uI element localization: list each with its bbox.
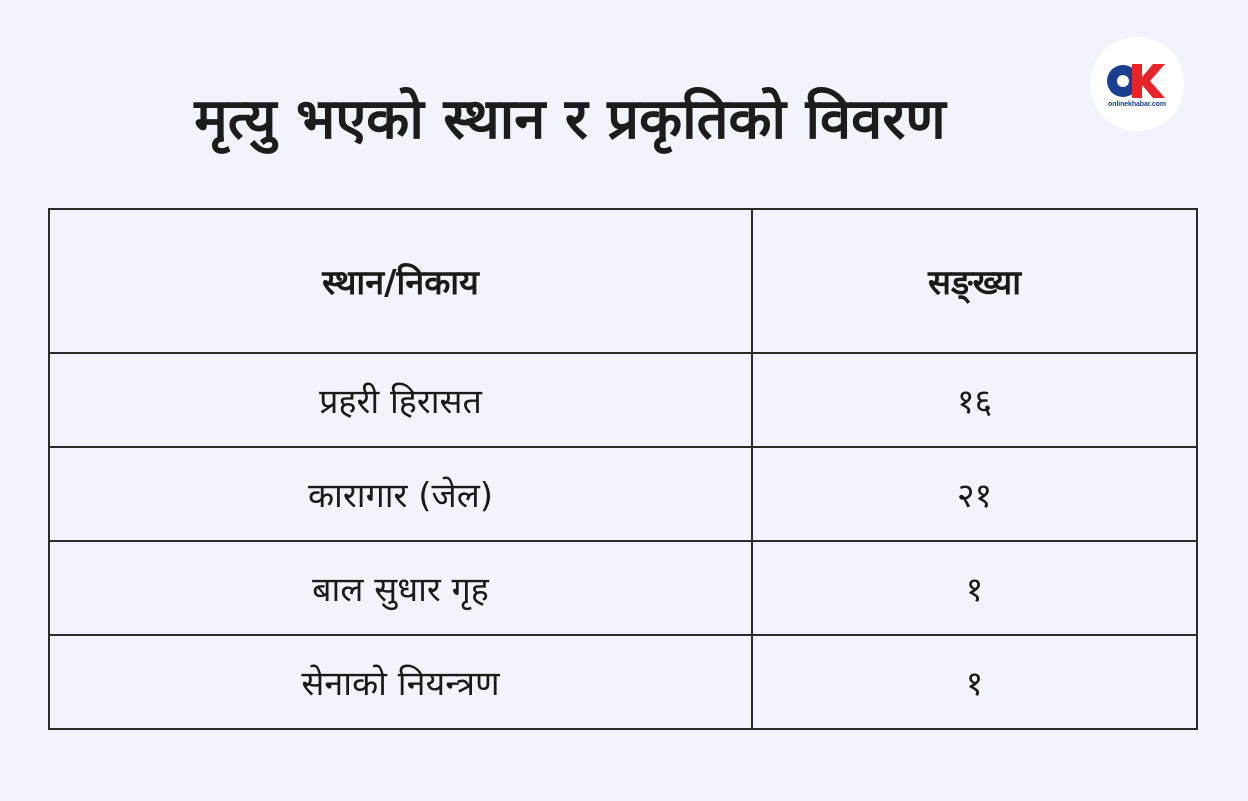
onlinekhabar-logo — [1090, 37, 1184, 131]
table-header-row — [49, 209, 1197, 353]
table-row — [49, 635, 1197, 729]
place-cell: प्रहरी हिरासत — [49, 353, 752, 447]
header-place: स्थान/निकाय — [49, 209, 752, 353]
count-cell: १६ — [752, 353, 1197, 447]
table-row — [49, 353, 1197, 447]
ok-logo-icon — [1090, 37, 1184, 131]
count-cell: २१ — [752, 447, 1197, 541]
logo-text: onlinekhabar.com — [1108, 101, 1166, 108]
place-cell: कारागार (जेल) — [49, 447, 752, 541]
place-cell: बाल सुधार गृह — [49, 541, 752, 635]
table-row — [49, 541, 1197, 635]
header-count: सङ्ख्या — [752, 209, 1197, 353]
count-cell: १ — [752, 541, 1197, 635]
count-cell: १ — [752, 635, 1197, 729]
place-cell: सेनाको नियन्त्रण — [49, 635, 752, 729]
death-location-table — [48, 208, 1198, 730]
table-row — [49, 447, 1197, 541]
page-title: मृत्यु भएको स्थान र प्रकृतिको विवरण — [194, 87, 946, 152]
